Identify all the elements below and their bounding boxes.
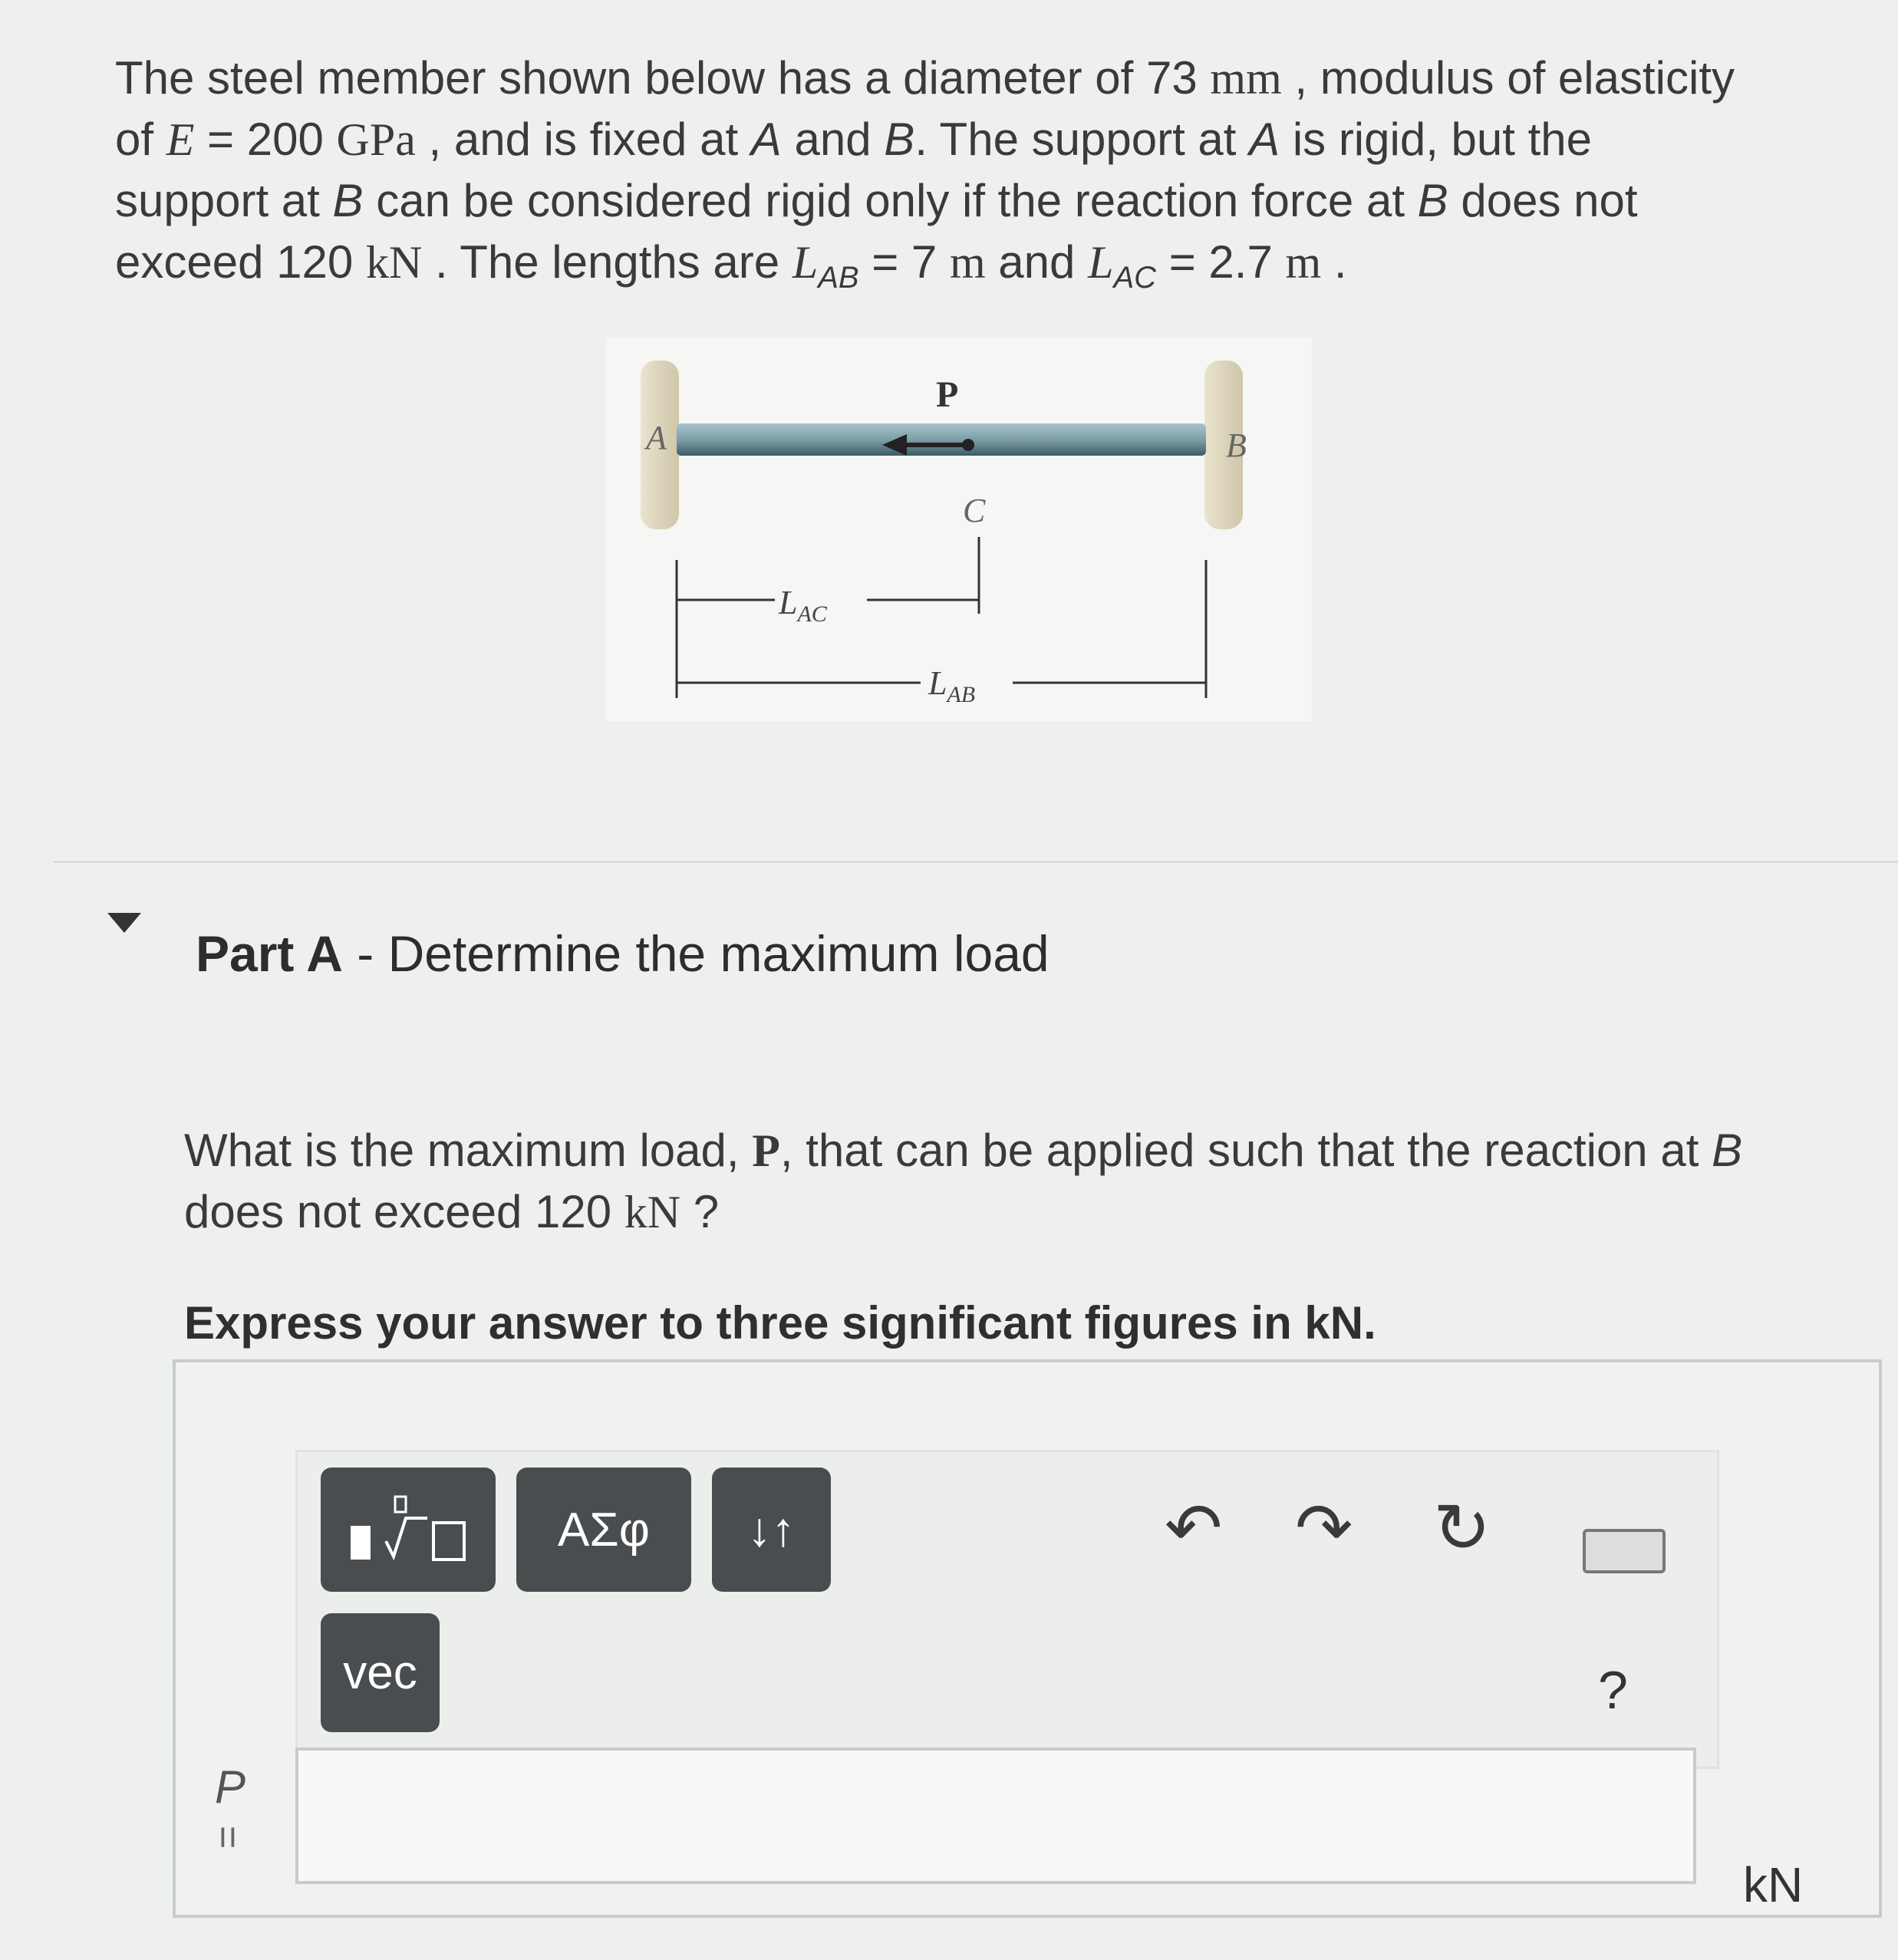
beam-diagram (606, 338, 1312, 721)
label-c: C (963, 492, 986, 529)
dim-lac-label: $L_{AC}$ (779, 584, 827, 627)
arrows-button[interactable]: ↓↑ (712, 1468, 831, 1592)
greek-symbols-button[interactable]: ΑΣφ (516, 1468, 691, 1592)
problem-line-3: support at B can be considered rigid only if the reaction force at B does not (115, 175, 1638, 226)
templates-button[interactable] (321, 1468, 496, 1592)
problem-line-4: exceed 120 kN . The lengths are $L_{AB} = 7$ m and $L_{AC} = 2.7$ m . (115, 236, 1347, 295)
help-button[interactable]: ? (1598, 1660, 1628, 1720)
math-toolbar (295, 1450, 1719, 1769)
templates-icon (335, 1487, 481, 1572)
collapse-caret-icon[interactable] (107, 913, 141, 933)
part-a-title[interactable]: Part A - Determine the maximum load (196, 925, 1050, 982)
answer-input[interactable] (295, 1748, 1696, 1884)
redo-icon[interactable]: ↷ (1295, 1491, 1353, 1567)
label-p: P (936, 374, 959, 415)
problem-line-1: The steel member shown below has a diameter of 73 mm , modulus of elasticity (115, 52, 1735, 104)
label-b: B (1226, 427, 1247, 464)
problem-line-2: of E = 200 GPa , and is fixed at A and B. The support at A is rigid, but the (115, 114, 1593, 165)
section-divider (54, 861, 1898, 863)
keyboard-icon[interactable] (1583, 1529, 1666, 1573)
problem-statement (115, 48, 1841, 308)
reset-icon[interactable]: ↻ (1433, 1491, 1491, 1567)
undo-icon[interactable]: ↶ (1165, 1491, 1223, 1567)
answer-equals-sign: = (206, 1825, 251, 1850)
answer-unit: kN (1743, 1857, 1804, 1912)
answer-variable-label: P (215, 1761, 246, 1813)
question-text: What is the maximum load, P, that can be applied such that the reaction at B does not exceed 120 kN ? (184, 1125, 1743, 1237)
answer-instructions: Express your answer to three significant figures in kN. (184, 1297, 1376, 1349)
load-point (962, 439, 974, 451)
label-a: A (646, 419, 667, 456)
dim-lab-label: $L_{AB}$ (928, 664, 976, 707)
vec-button[interactable]: vec (321, 1613, 440, 1732)
steel-rod (677, 423, 1206, 456)
beam-figure (606, 338, 1312, 721)
